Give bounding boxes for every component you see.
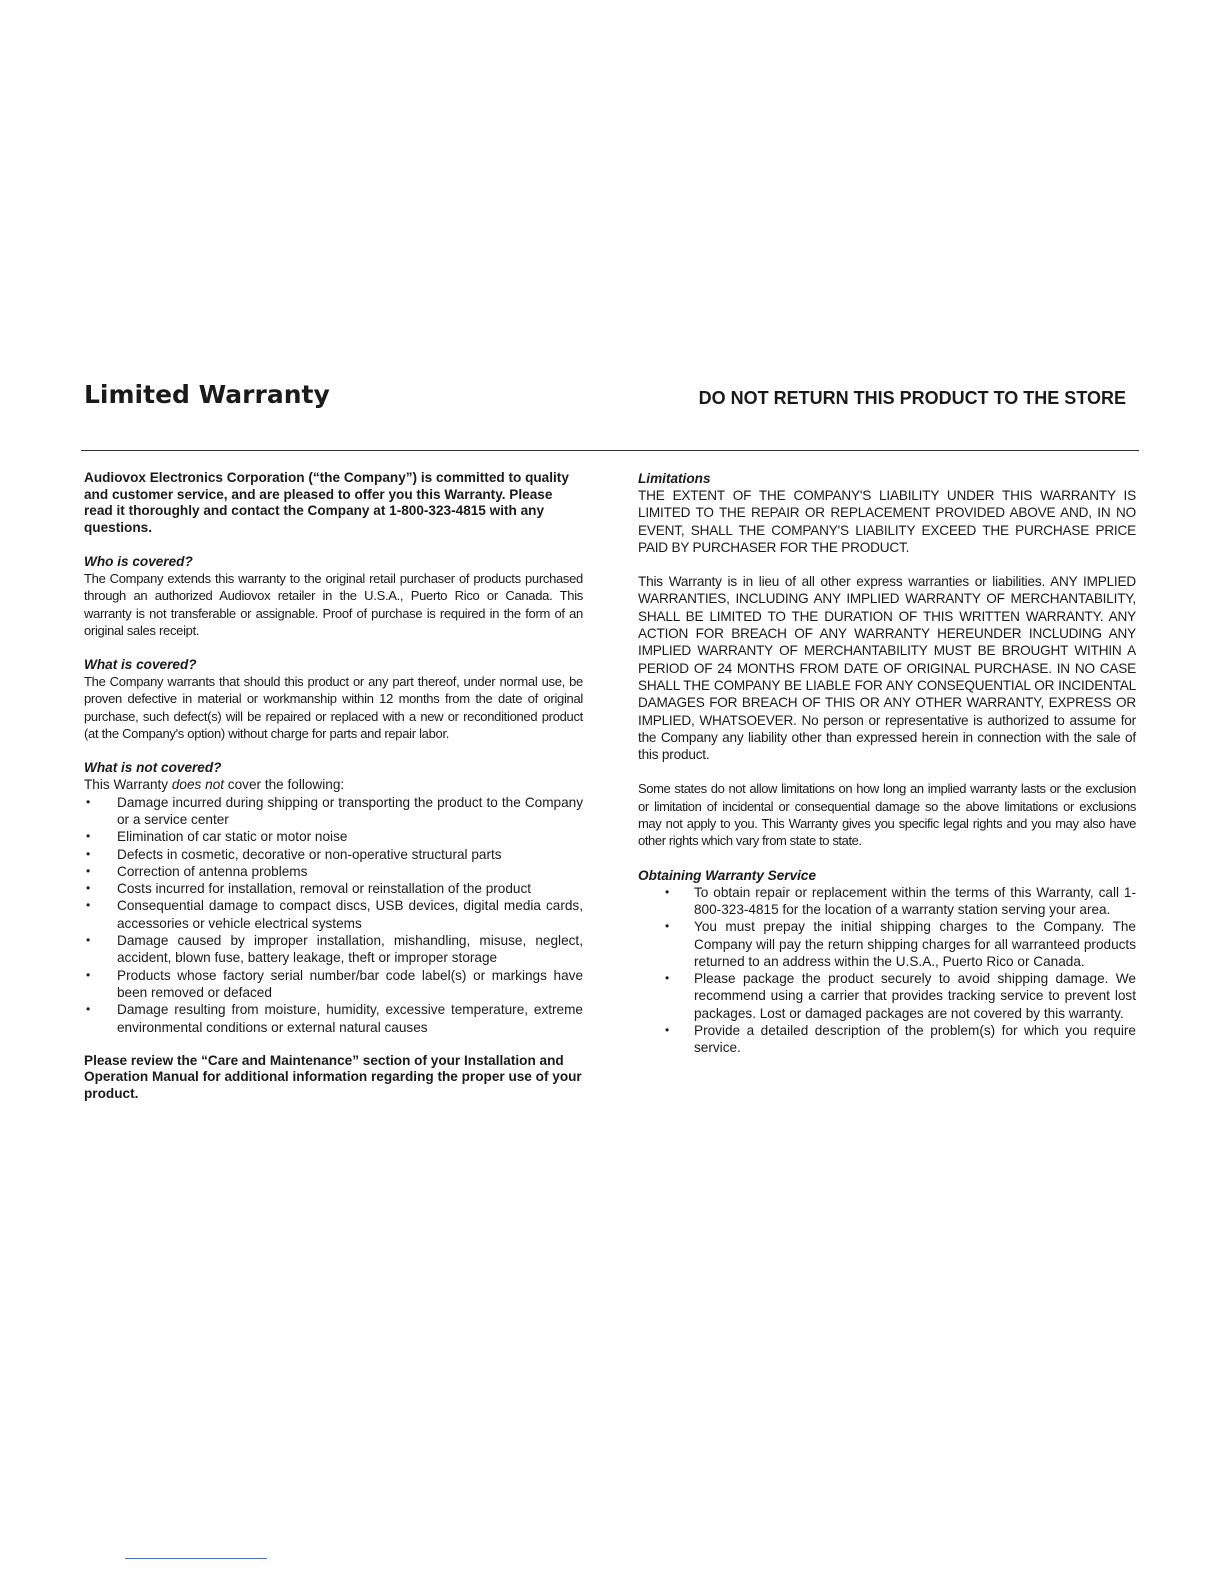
- states-text: Some states do not allow limitations on how long an implied warranty lasts or the exclusion or limitation of incidental or consequential damage so the above limitations or exclusions may not apply to you. This Warranty gives you specific legal rights and you may also have other rights which vary from state to state.: [638, 781, 1136, 849]
- not-covered-list: [84, 794, 583, 1036]
- list-item: • Consequential damage to compact discs, USB devices, digital media cards, accessories or vehicle electrical systems: [84, 897, 583, 932]
- list-item: • To obtain repair or replacement within the terms of this Warranty, call 1-800-323-4815 for the location of a warranty station serving your area.: [638, 884, 1136, 919]
- list-item: • Correction of antenna problems: [84, 863, 583, 880]
- closing-paragraph: Please review the “Care and Maintenance” section of your Installation and Operation Manual for additional information regarding the proper use of your product.: [84, 1052, 582, 1101]
- list-item: • Damage resulting from moisture, humidity, excessive temperature, extreme environmental conditions or external natural causes: [84, 1001, 583, 1036]
- who-covered-text: The Company extends this warranty to the original retail purchaser of products purchased through an authorized Audiovox retailer in the U.S.A., Puerto Rico or Canada. This warranty is not transferable or assignable. Proof of purchase is required in the form of an original sales receipt.: [84, 571, 583, 638]
- limitations-text: THE EXTENT OF THE COMPANY'S LIABILITY UNDER THIS WARRANTY IS LIMITED TO THE REPAIR OR REPLACEMENT PROVIDED ABOVE AND, IN NO EVENT, SHALL THE COMPANY'S LIABILITY EXCEED THE PURCHASE PRICE PAID BY PURCHASER FOR THE PRODUCT.: [638, 488, 1136, 555]
- page-subtitle: DO NOT RETURN THIS PRODUCT TO THE STORE: [698, 388, 1126, 408]
- not-covered-intro-after: cover the following:: [224, 777, 345, 793]
- list-item: • Defects in cosmetic, decorative or non-operative structural parts: [84, 846, 583, 863]
- page-title: Limited Warranty: [84, 380, 330, 409]
- not-covered-intro: [84, 776, 583, 793]
- header-divider: [81, 450, 1139, 451]
- not-covered-intro-emphasis: does not: [171, 777, 225, 793]
- not-covered-heading: What is not covered?: [84, 760, 222, 776]
- not-covered-intro-before: This Warranty: [84, 777, 172, 793]
- list-item: • Elimination of car static or motor noise: [84, 828, 583, 845]
- right-column: [638, 470, 1136, 1057]
- service-heading: Obtaining Warranty Service: [638, 867, 817, 883]
- limitations-heading: Limitations: [638, 471, 711, 486]
- list-item: • Please package the product securely to avoid shipping damage. We recommend using a carrier that provides tracking service to prevent lost packages. Lost or damaged packages are not covered by this warranty.: [638, 970, 1136, 1022]
- who-covered-heading: Who is covered?: [84, 554, 193, 569]
- list-item: • Damage caused by improper installation, mishandling, misuse, neglect, accident, blown fuse, battery leakage, theft or improper storage: [84, 932, 583, 967]
- list-item: • Provide a detailed description of the problem(s) for which you require service.: [638, 1022, 1136, 1057]
- footer-rule: [125, 1558, 267, 1559]
- lieu-text: This Warranty is in lieu of all other express warranties or liabilities. ANY IMPLIED WARRANTIES, INCLUDING ANY IMPLIED WARRANTY OF MERCHANTABILITY, SHALL BE LIMITED TO THE DURATION OF THIS WRITTEN WARRANTY. ANY ACTION FOR BREACH OF ANY WARRANTY HEREUNDER INCLUDING ANY IMPLIED WARRANTY OF MERCHANTABILITY MUST BE BROUGHT WITHIN A PERIOD OF 24 MONTHS FROM DATE OF ORIGINAL PURCHASE. IN NO CASE SHALL THE COMPANY BE LIABLE FOR ANY CONSEQUENTIAL OR INCIDENTAL DAMAGES FOR BREACH OF THIS OR ANY OTHER WARRANTY, EXPRESS OR IMPLIED, WHATSOEVER. No person or representative is authorized to assume for the Company any liability other than expressed herein in connection with the sale of this product.: [638, 574, 1136, 763]
- list-item: • Products whose factory serial number/bar code label(s) or markings have been removed or defaced: [84, 967, 583, 1002]
- what-covered-text: The Company warrants that should this product or any part thereof, under normal use, be proven defective in material or workmanship within 12 months from the date of original purchase, such defect(s) will be repaired or replaced with a new or reconditioned product (at the Company's option) without charge for parts and repair labor.: [84, 674, 583, 742]
- service-list: [638, 884, 1136, 1057]
- list-item: • You must prepay the initial shipping charges to the Company. The Company will pay the return shipping charges for all warranteed products returned to an address within the U.S.A., Puerto Rico or Canada.: [638, 918, 1136, 970]
- list-item: • Costs incurred for installation, removal or reinstallation of the product: [84, 880, 583, 897]
- list-item: • Damage incurred during shipping or transporting the product to the Company or a service center: [84, 794, 583, 829]
- left-column: [84, 470, 583, 1102]
- what-covered-heading: What is covered?: [84, 657, 197, 673]
- intro-paragraph: Audiovox Electronics Corporation (“the Company”) is committed to quality and customer service, and are pleased to offer you this Warranty. Please read it thoroughly and contact the Company at 1-800-323-4815 with any questions.: [84, 470, 569, 535]
